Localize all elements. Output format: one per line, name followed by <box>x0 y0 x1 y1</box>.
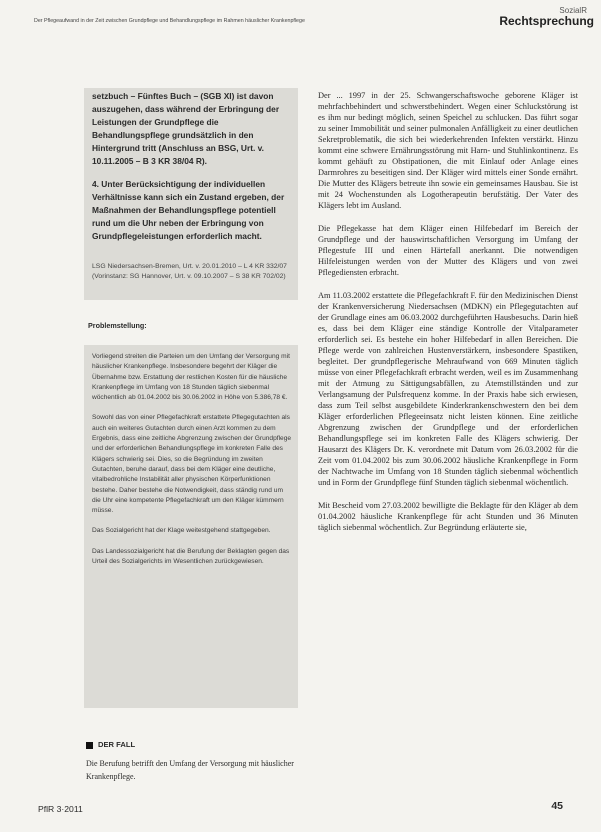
lead-paragraph-1: setzbuch – Fünftes Buch – (SGB XI) ist davon auszugehen, dass während der Erbringung der Leistungen der Grundpflege die Behandlungspflege grundsätzlich in den Hintergrund tritt (Anschluss an BSG, Urt. v. 10.11.2005 – B 3 KR 38/04 R). <box>92 91 280 166</box>
section-heading: DER FALL <box>98 740 136 749</box>
problem-text <box>92 352 292 577</box>
problem-paragraph-3: Das Sozialgericht hat der Klage weitestgehend stattgegeben. <box>92 527 271 535</box>
header-title: Rechtsprechung <box>499 14 594 28</box>
lead-text <box>92 90 292 253</box>
body-paragraph-3: Am 11.03.2002 erstattete die Pflegefachkraft F. für den Medizinischen Dienst der Krankenversicherung Niedersachsen (MDKN) ein Pflegegutachten auf der Grundlage eines am 06.03.2002 durchgeführten Hausbesuchs. Darin hieß es, dass bei dem Kläger eine ständige Kontrolle der Vitalparameter erforderlich sei. Es bestehe ein hoher Hilfebedarf in allen Bereichen. Die Pflege werde von zahlreichen Hustenverstärkern, insbesondere Spastiken, begleitet. Der grundpflegerische Mehraufwand von 669 Minuten täglich müsse von einer Pflegefachkraft erbracht werden, weil es im Zusammenhang mit der Atmung zu Sättigungsabfällen, zu Atemstillständen und zur Verlangsamung der Pulsfrequenz komme. In der Praxis habe sich erwiesen, dass zum Teil selbst ausgebildete Kinderkrankenschwestern den bei dem Kläger erforderlichen Pflegeeinsatz nicht leisten können. Eine zeitliche Abgrenzung zwischen der Grundpflege und der erforderlichen Behandlungspflege sei im konkreten Falle des Klägers schwierig. Der Hausarzt des Klägers Dr. K. verordnete mit Datum vom 26.03.2002 für die Zeit vom 01.04.2002 bis zum 30.06.2002 häusliche Krankenpflege in Form der Nachtwache im Umfang von 18 Stunden täglich siebenmal wöchentlich und in Form der Grundpflege fünf Stunden täglich siebenmal wöchentlich. <box>318 291 578 487</box>
page-header <box>34 14 594 30</box>
section-tag: SozialR <box>559 6 587 15</box>
header-subtitle: Der Pflegeaufwand in der Zeit zwischen Grundpflege und Behandlungspflege im Rahmen häuslicher Krankenpflege <box>34 18 305 24</box>
problem-paragraph-4: Das Landessozialgericht hat die Berufung der Beklagten gegen das Urteil des Sozialgerichts im Wesentlichen zurückgewiesen. <box>92 547 290 566</box>
right-column <box>318 90 578 545</box>
page-number: 45 <box>551 800 563 812</box>
citation: LSG Niedersachsen-Bremen, Urt. v. 20.01.2010 – L 4 KR 332/07 (Vorinstanz: SG Hannover, Urt. v. 09.10.2007 – S 38 KR 702/02) <box>92 263 287 280</box>
lead-paragraph-2: 4. Unter Berücksichtigung der individuellen Verhältnisse kann sich ein Zustand ergeben, der Maßnahmen der Behandlungspflege potentiell rund um die Uhr neben der Erbringung von Grundpflegeleistungen erforderlich macht. <box>92 179 285 241</box>
problem-title: Problemstellung: <box>88 321 147 330</box>
body-paragraph-1: Der ... 1997 in der 25. Schwangerschaftswoche geborene Kläger ist mehrfachbehindert und schwerstbehindert. Wegen einer Schluckstörung ist es ihm nur bedingt möglich, seinen Speichel zu schlucken. Das führt sogar zu seiner Immobilität und seiner pulmonalen Anfälligkeit zu einer deutlichen Sekretproblematik, die sich bei wiederkehrenden Infekten verstärkt. Hinzu kommt eine schwere Ernährungsstörung mit Harn- und Stuhlinkontinenz. Es kommt gehäuft zu Obstipationen, die mit Einlauf oder Anlage eines Darmrohres zu beseitigen sind. Der Kläger wird mittels einer Sonde ernährt. Die Mutter des Klägers betreute ihn sowie ein gemeinsames Hausbau. Sie ist mit 24 Wochenstunden als Logotherapeutin berufstätig. Der Vater des Klägers lebt im Ausland. <box>318 91 578 210</box>
body-paragraph-4: Mit Bescheid vom 27.03.2002 bewilligte die Beklagte für den Kläger ab dem 01.04.2002 häusliche Krankenpflege für acht Stunden und 36 Minuten täglich siebenmal wöchentlich. Zur Begründung erläuterte sie, <box>318 501 578 532</box>
problem-paragraph-1: Vorliegend streiten die Parteien um den Umfang der Versorgung mit häuslicher Krankenpflege. Insbesondere begehrt der Kläger die Übernahme bzw. Erstattung der restlichen Kosten für die häusliche Krankenpflege im Umfang von 18 Stunden täglich siebenmal wöchentlich ab 01.04.2002 bis 30.06.2002 in Höhe von 5.386,78 €. <box>92 353 290 402</box>
body-paragraph-2: Die Pflegekasse hat dem Kläger einen Hilfebedarf im Bereich der Grundpflege und der hauswirtschaftlichen Versorgung im Umfang der Pflegestufe III und einen Härtefall anerkannt. Die notwendigen Hilfeleistungen werden von der Mutter des Klägers und von zwei Pflegediensten erbracht. <box>318 224 578 277</box>
section-bullet-icon <box>86 742 93 749</box>
footer-journal: PflR 3·2011 <box>38 804 83 814</box>
fall-text: Die Berufung betrifft den Umfang der Versorgung mit häuslicher Krankenpflege. <box>86 759 294 781</box>
problem-paragraph-2: Sowohl das von einer Pflegefachkraft erstattete Pflegegutachten als auch ein weiteres Gutachten durch einen Arzt kommen zu dem Ergebnis, dass eine zeitliche Abgrenzung zwischen der Grundpflege und der erforderlichen Behandlungspflege im konkreten Falle des Klägers schwierig sei. Dies, so die Begründung im zweiten Gutachten, beruhe darauf, dass bei dem Kläger eine deutliche, vitalbedrohliche Instabilität aller physischen Körperfunktionen bestehe. Daher bestehe die Notwendigkeit, dass ständig rund um die Uhr eine kompetente Pflegefachkraft um den Kläger kümmern müsse. <box>92 414 292 515</box>
